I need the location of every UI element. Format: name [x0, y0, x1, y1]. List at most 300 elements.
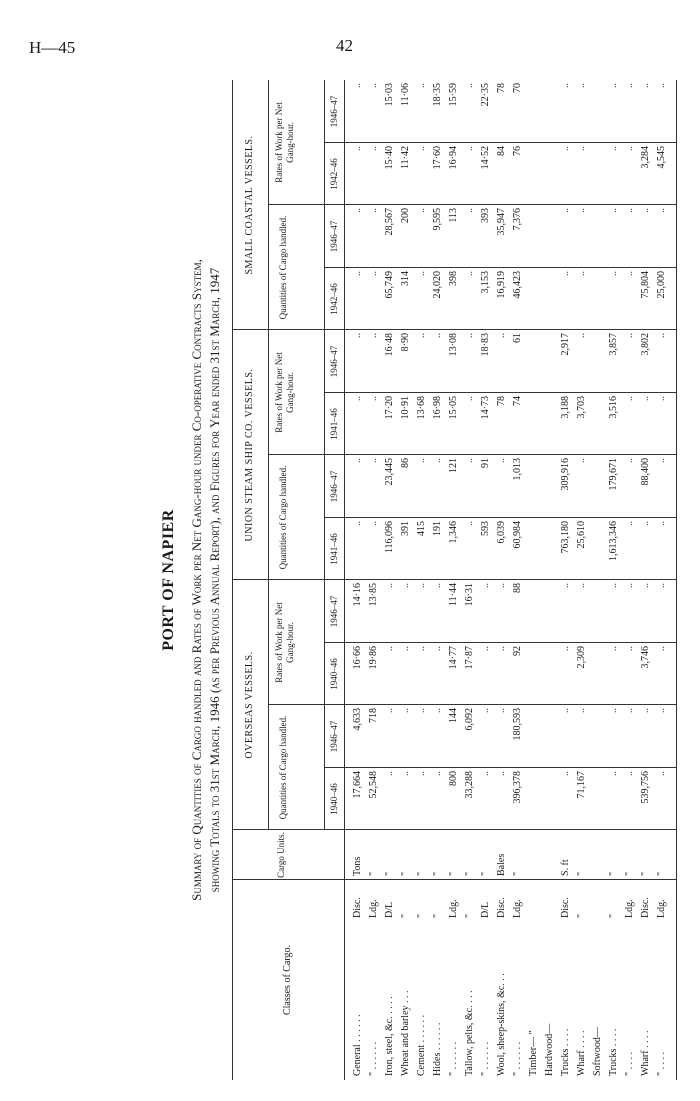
cargo-unit: "	[656, 871, 667, 876]
value-cell: ..	[576, 583, 587, 588]
value-cell: ..	[496, 583, 507, 588]
value-cell: 8·90	[400, 333, 411, 352]
value-cell: ..	[576, 146, 587, 151]
year-head: 1946–47	[329, 595, 339, 628]
value-cell: ..	[624, 146, 635, 151]
qty-head: Quantities of Cargo handled.	[278, 215, 288, 320]
value-cell: ..	[560, 83, 571, 88]
value-cell: ..	[368, 396, 379, 401]
value-cell: 17·60	[432, 146, 443, 170]
year-head: 1941–46	[329, 408, 339, 440]
value-cell: ..	[624, 708, 635, 713]
value-cell: ..	[576, 458, 587, 463]
value-cell: 191	[432, 521, 443, 536]
value-cell: ..	[368, 458, 379, 463]
group-union: UNION STEAM SHIP CO. VESSELS.	[244, 368, 255, 542]
cargo-unit: "	[576, 871, 587, 876]
value-cell: 18·83	[480, 333, 491, 357]
value-cell: 33,288	[464, 771, 475, 799]
value-cell: ..	[496, 646, 507, 651]
cargo-class: " . . . . . .	[480, 1041, 491, 1076]
rule-bottom	[676, 80, 677, 1080]
value-cell: ..	[576, 83, 587, 88]
value-cell: 16·66	[352, 646, 363, 670]
cargo-unit: "	[432, 871, 443, 876]
value-cell: 9,595	[432, 208, 443, 231]
cargo-operation: D/L	[480, 901, 491, 918]
cargo-operation: Disc.	[496, 897, 507, 918]
value-cell: ..	[480, 583, 491, 588]
value-cell: ..	[384, 771, 395, 776]
table-row	[510, 80, 526, 1080]
value-cell: 10·91	[400, 396, 411, 420]
value-cell: 13·68	[416, 396, 427, 420]
value-cell: ..	[416, 458, 427, 463]
value-cell: 24,020	[432, 271, 443, 299]
value-cell: ..	[416, 208, 427, 213]
value-cell: 52,548	[368, 771, 379, 799]
value-cell: ..	[656, 458, 667, 463]
table-row	[398, 80, 414, 1080]
table-row	[366, 80, 382, 1080]
value-cell: ..	[352, 146, 363, 151]
table-row	[430, 80, 446, 1080]
table-row	[446, 80, 462, 1080]
value-cell: 91	[480, 458, 491, 468]
cargo-operation: Ldg.	[448, 899, 459, 918]
subtitle-line-2: showing Totals to 31st March, 1946 (as per Previous Annual Report), and Figures for Year ended 31st March, 1947	[207, 267, 222, 893]
table-row	[638, 80, 654, 1080]
value-cell: 16·98	[432, 396, 443, 420]
value-cell: 393	[480, 208, 491, 223]
cargo-unit: "	[608, 871, 619, 876]
year-head: 1946–47	[329, 470, 339, 503]
value-cell: 16·48	[384, 333, 395, 357]
value-cell: ..	[480, 771, 491, 776]
value-cell: 7,376	[512, 208, 523, 231]
value-cell: ..	[432, 708, 443, 713]
value-cell: ..	[352, 458, 363, 463]
col-units: Cargo Units.	[276, 832, 286, 878]
value-cell: ..	[464, 333, 475, 338]
value-cell: ..	[464, 208, 475, 213]
value-cell: ..	[416, 708, 427, 713]
cargo-unit: "	[624, 871, 635, 876]
value-cell: ..	[624, 771, 635, 776]
value-cell: ..	[464, 521, 475, 526]
value-cell: 17·87	[464, 646, 475, 670]
value-cell: ..	[464, 146, 475, 151]
year-head: 1941–46	[329, 533, 339, 565]
value-cell: ..	[656, 208, 667, 213]
value-cell: 25,610	[576, 521, 587, 549]
cargo-unit: Bales	[496, 853, 507, 876]
rule-group	[268, 80, 269, 830]
cargo-class: Hardwood—	[544, 1023, 555, 1076]
value-cell: 74	[512, 396, 523, 406]
value-cell: 75,804	[640, 271, 651, 299]
table-row	[414, 80, 430, 1080]
value-cell: ..	[352, 396, 363, 401]
value-cell: 3,153	[480, 271, 491, 294]
value-cell: ..	[352, 208, 363, 213]
cargo-class: " . . . . . .	[448, 1041, 459, 1076]
cargo-operation: Disc.	[352, 897, 363, 918]
value-cell: ..	[464, 396, 475, 401]
value-cell: 398	[448, 271, 459, 286]
value-cell: ..	[416, 646, 427, 651]
value-cell: ..	[496, 771, 507, 776]
value-cell: ..	[432, 646, 443, 651]
value-cell: 16·94	[448, 146, 459, 170]
cargo-class: " . . . . . .	[512, 1041, 523, 1076]
value-cell: 3,857	[608, 333, 619, 356]
year-head: 1946–47	[329, 720, 339, 753]
value-cell: 14·16	[352, 583, 363, 607]
value-cell: 6,039	[496, 521, 507, 544]
value-cell: 86	[400, 458, 411, 468]
value-cell: 60,984	[512, 521, 523, 549]
value-cell: ..	[416, 583, 427, 588]
year-head: 1946–47	[329, 345, 339, 378]
value-cell: ..	[432, 771, 443, 776]
value-cell: 3,746	[640, 646, 651, 669]
value-cell: ..	[656, 771, 667, 776]
value-cell: 13·85	[368, 583, 379, 607]
table-row	[590, 80, 606, 1080]
table-row	[526, 80, 542, 1080]
value-cell: 593	[480, 521, 491, 536]
value-cell: 11·42	[400, 146, 411, 169]
page-title: PORT OF NAPIER	[160, 509, 177, 651]
table-row	[654, 80, 670, 1080]
value-cell: 88	[512, 583, 523, 593]
value-cell: 763,180	[560, 521, 571, 554]
page-number: 42	[336, 36, 353, 55]
value-cell: ..	[432, 583, 443, 588]
value-cell: 17·20	[384, 396, 395, 420]
rule-head-bottom	[344, 80, 345, 1080]
cargo-unit: Tons	[352, 856, 363, 876]
value-cell: ..	[480, 646, 491, 651]
value-cell: ..	[656, 333, 667, 338]
value-cell: ..	[384, 708, 395, 713]
cargo-class: Wharf . . . .	[640, 1030, 651, 1076]
value-cell: ..	[368, 83, 379, 88]
value-cell: ..	[624, 458, 635, 463]
rule-subhead	[324, 80, 325, 830]
value-cell: 3,703	[576, 396, 587, 419]
cargo-unit: "	[640, 871, 651, 876]
value-cell: ..	[560, 771, 571, 776]
value-cell: ..	[624, 396, 635, 401]
value-cell: ..	[624, 583, 635, 588]
value-cell: ..	[416, 83, 427, 88]
value-cell: 61	[512, 333, 523, 343]
value-cell: ..	[416, 271, 427, 276]
cargo-unit: "	[480, 871, 491, 876]
cargo-class: " . . . .	[624, 1051, 635, 1076]
value-cell: ..	[464, 83, 475, 88]
value-cell: ..	[416, 333, 427, 338]
table-row	[382, 80, 398, 1080]
value-cell: 3,284	[640, 146, 651, 169]
value-cell: 92	[512, 646, 523, 656]
cargo-unit: "	[368, 871, 379, 876]
cargo-operation: "	[576, 913, 587, 918]
value-cell: ..	[480, 708, 491, 713]
value-cell: 16·31	[464, 583, 475, 607]
cargo-operation: "	[464, 913, 475, 918]
table-row	[606, 80, 622, 1080]
value-cell: 314	[400, 271, 411, 286]
value-cell: ..	[560, 646, 571, 651]
value-cell: 4,633	[352, 708, 363, 731]
value-cell: 13·08	[448, 333, 459, 357]
page-code: H—45	[29, 38, 76, 57]
value-cell: ..	[576, 208, 587, 213]
value-cell: 200	[400, 208, 411, 223]
value-cell: ..	[352, 333, 363, 338]
table-row	[622, 80, 638, 1080]
cargo-class: " . . . . . .	[368, 1041, 379, 1076]
rates-head: Rates of Work per Net Gang-hour.	[274, 102, 295, 183]
value-cell: ..	[640, 83, 651, 88]
year-head: 1942–46	[329, 158, 339, 190]
value-cell: ..	[624, 208, 635, 213]
year-head: 1940–46	[329, 783, 339, 815]
value-cell: 25,000	[656, 271, 667, 299]
cargo-class: Wheat and barley . . .	[400, 990, 411, 1076]
value-cell: 539,756	[640, 771, 651, 804]
cargo-class: Iron, steel, &c. . . . .	[384, 996, 395, 1076]
value-cell: ..	[560, 208, 571, 213]
value-cell: ..	[656, 83, 667, 88]
value-cell: ..	[656, 521, 667, 526]
value-cell: ..	[640, 708, 651, 713]
value-cell: 415	[416, 521, 427, 536]
value-cell: ..	[368, 333, 379, 338]
value-cell: 15·03	[384, 83, 395, 107]
qty-head: Quantities of Cargo handled.	[278, 715, 288, 820]
value-cell: ..	[400, 708, 411, 713]
value-cell: ..	[352, 521, 363, 526]
value-cell: 14·77	[448, 646, 459, 670]
value-cell: ..	[560, 708, 571, 713]
value-cell: 2,917	[560, 333, 571, 356]
value-cell: 70	[512, 83, 523, 93]
value-cell: ..	[496, 333, 507, 338]
value-cell: ..	[352, 271, 363, 276]
value-cell: 76	[512, 146, 523, 156]
value-cell: ..	[368, 271, 379, 276]
value-cell: ..	[624, 271, 635, 276]
value-cell: ..	[608, 208, 619, 213]
value-cell: 78	[496, 83, 507, 93]
cargo-unit: "	[400, 871, 411, 876]
value-cell: ..	[400, 771, 411, 776]
value-cell: 6,092	[464, 708, 475, 731]
value-cell: ..	[624, 83, 635, 88]
cargo-operation: Disc.	[560, 897, 571, 918]
value-cell: ..	[640, 583, 651, 588]
value-cell: ..	[384, 646, 395, 651]
cargo-class: Wharf . . . .	[576, 1030, 587, 1076]
cargo-unit: "	[448, 871, 459, 876]
value-cell: ..	[608, 83, 619, 88]
value-cell: 23,445	[384, 458, 395, 486]
value-cell: ..	[576, 271, 587, 276]
value-cell: 718	[368, 708, 379, 723]
cargo-class: " . . . .	[656, 1051, 667, 1076]
value-cell: ..	[608, 646, 619, 651]
cargo-class: Tallow, pelts, &c. . . .	[464, 990, 475, 1076]
year-head: 1946–47	[329, 95, 339, 128]
value-cell: ..	[608, 583, 619, 588]
value-cell: ..	[576, 708, 587, 713]
value-cell: ..	[656, 396, 667, 401]
value-cell: 2,309	[576, 646, 587, 669]
value-cell: ..	[656, 646, 667, 651]
value-cell: ..	[384, 583, 395, 588]
cargo-unit: "	[384, 871, 395, 876]
cargo-class: Wool, sheep-skins, &c. . .	[496, 973, 507, 1076]
year-head: 1946–47	[329, 220, 339, 253]
value-cell: ..	[608, 708, 619, 713]
subtitle	[188, 90, 224, 1070]
value-cell: 71,167	[576, 771, 587, 799]
table-row	[462, 80, 478, 1080]
rule-top	[232, 80, 233, 1080]
value-cell: 3,802	[640, 333, 651, 356]
cargo-unit: "	[464, 871, 475, 876]
cargo-class: Cement . . . . . .	[416, 1014, 427, 1076]
cargo-class: Trucks . . . .	[608, 1028, 619, 1076]
value-cell: 309,916	[560, 458, 571, 491]
value-cell: 116,096	[384, 521, 395, 554]
value-cell: ..	[400, 583, 411, 588]
value-cell: ..	[368, 146, 379, 151]
cargo-class: Trucks . . . .	[560, 1028, 571, 1076]
cargo-class: General . . . . . .	[352, 1014, 363, 1076]
cargo-unit: "	[416, 871, 427, 876]
value-cell: 46,423	[512, 271, 523, 299]
table-row	[494, 80, 510, 1080]
cargo-class: Timber— "	[528, 1030, 539, 1076]
value-cell: ..	[608, 271, 619, 276]
value-cell: 78	[496, 396, 507, 406]
cargo-class: Hides . . . . . .	[432, 1022, 443, 1076]
rates-head: Rates of Work per Net Gang-hour.	[274, 602, 295, 683]
value-cell: 15·05	[448, 396, 459, 420]
value-cell: ..	[624, 333, 635, 338]
value-cell: 144	[448, 708, 459, 723]
cargo-operation: D/L	[384, 901, 395, 918]
table-row	[478, 80, 494, 1080]
value-cell: 11·44	[448, 583, 459, 606]
table-row	[542, 80, 558, 1080]
qty-head: Quantities of Cargo handled.	[278, 465, 288, 570]
value-cell: ..	[656, 708, 667, 713]
value-cell: 3,516	[608, 396, 619, 419]
value-cell: ..	[416, 146, 427, 151]
value-cell: 88,400	[640, 458, 651, 486]
value-cell: ..	[576, 333, 587, 338]
cargo-unit: S. ft	[560, 859, 571, 876]
value-cell: 1,013	[512, 458, 523, 481]
value-cell: ..	[496, 458, 507, 463]
value-cell: ..	[656, 583, 667, 588]
cargo-table	[232, 80, 677, 1080]
value-cell: 17,664	[352, 771, 363, 799]
cargo-class: Softwood—	[592, 1027, 603, 1076]
value-cell: 396,378	[512, 771, 523, 804]
value-cell: 11·06	[400, 83, 411, 106]
cargo-unit: "	[512, 871, 523, 876]
value-cell: ..	[464, 271, 475, 276]
value-cell: 1,346	[448, 521, 459, 544]
value-cell: 15·59	[448, 83, 459, 107]
cargo-operation: Ldg.	[624, 899, 635, 918]
cargo-operation: "	[432, 913, 443, 918]
value-cell: 14·52	[480, 146, 491, 170]
value-cell: ..	[608, 146, 619, 151]
value-cell: ..	[640, 396, 651, 401]
value-cell: ..	[640, 521, 651, 526]
value-cell: ..	[640, 208, 651, 213]
value-cell: ..	[352, 83, 363, 88]
value-cell: 113	[448, 208, 459, 223]
value-cell: 391	[400, 521, 411, 536]
subtitle-line-1: Summary of Quantities of Cargo handled and Rates of Work per Net Gang-hour under Co-operative Contracts System,	[189, 259, 204, 901]
value-cell: 84	[496, 146, 507, 156]
value-cell: 18·35	[432, 83, 443, 107]
table-row	[558, 80, 574, 1080]
value-cell: ..	[624, 646, 635, 651]
value-cell: ..	[608, 771, 619, 776]
year-head: 1942–46	[329, 283, 339, 315]
value-cell: 1,613,346	[608, 521, 619, 561]
cargo-operation: "	[400, 913, 411, 918]
table-row	[574, 80, 590, 1080]
rotated-table-page	[160, 80, 680, 1080]
value-cell: ..	[432, 333, 443, 338]
value-cell: ..	[560, 271, 571, 276]
group-overseas: OVERSEAS VESSELS.	[244, 651, 255, 759]
cargo-operation: Ldg.	[656, 899, 667, 918]
value-cell: 179,671	[608, 458, 619, 491]
value-cell: ..	[416, 771, 427, 776]
value-cell: 16,919	[496, 271, 507, 299]
value-cell: 180,593	[512, 708, 523, 741]
value-cell: ..	[368, 208, 379, 213]
cargo-operation: "	[416, 913, 427, 918]
value-cell: ..	[496, 708, 507, 713]
value-cell: 14·73	[480, 396, 491, 420]
rates-head: Rates of Work per Net Gang-hour.	[274, 352, 295, 433]
year-head: 1940–46	[329, 658, 339, 690]
group-coastal: SMALL COASTAL VESSELS.	[244, 135, 255, 275]
value-cell: 121	[448, 458, 459, 473]
value-cell: ..	[432, 458, 443, 463]
value-cell: 35,947	[496, 208, 507, 236]
value-cell: 19·86	[368, 646, 379, 670]
value-cell: ..	[560, 583, 571, 588]
cargo-operation: Ldg.	[368, 899, 379, 918]
value-cell: 22·35	[480, 83, 491, 107]
cargo-operation: "	[608, 913, 619, 918]
cargo-operation: Ldg.	[512, 899, 523, 918]
